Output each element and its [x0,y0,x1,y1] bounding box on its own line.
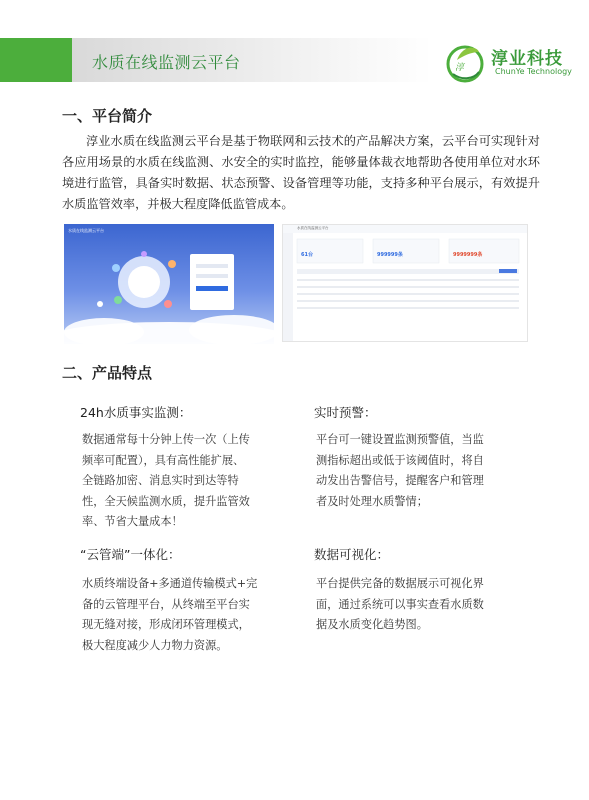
svg-text:淳: 淳 [455,63,465,73]
login-illustration-icon [64,224,274,344]
section-title-intro: 一、平台简介 [62,107,153,125]
feature-body-monitoring [82,430,250,533]
feature-line: 备的云管理平台，从终端至平台实 [82,597,250,611]
feature-title-integration: “云管端”一体化： [80,547,181,562]
logo-brand-name: 淳业科技 [491,49,563,69]
feature-line: 者及时处理水质警情； [316,494,428,508]
feature-line: 极大程度减少人力物力资源。 [82,638,228,652]
section-title-features: 二、产品特点 [62,364,153,382]
intro-paragraph: 淳业水质在线监测云平台是基于物联网和云技术的产品解决方案，云平台可实现针对各应用场景的水质在线监测、水安全的实时监控，能够量体裁衣地帮助各使用单位对水环境进行监管，具备实时数据、状态预警、设备管理等功能，支持多种平台展示，有效提升水质监管效率，并极大程度降低监管成本。 [62,134,540,211]
feature-line: 数据通常每十分钟上传一次（上传 [82,433,250,446]
feature-line: 水质终端设备+多通道传输模式+完 [82,577,258,590]
intro-paragraph-block [62,131,540,215]
feature-line: 动发出告警信号，提醒客户和管理 [316,474,484,487]
feature-body-integration [82,574,257,656]
feature-line: 频率可配置），具有高性能扩展、 [82,453,245,467]
page-header [0,38,589,88]
leaf-logo-icon [443,40,487,84]
feature-line: 率、节省大量成本！ [82,515,183,528]
feature-title-alert: 实时预警： [314,405,377,420]
feature-line: 平台可一键设置监测预警值，当监 [316,433,484,446]
login-app-title: 水质在线监测云平台 [68,228,104,233]
stat-alerts: 9999999条 [453,252,483,258]
dashboard-illustration-icon [283,225,527,341]
feature-line: 性，全天候监测水质，提升监管效 [82,494,250,508]
login-page-screenshot [64,224,274,344]
header-title: 水质在线监测云平台 [92,53,241,72]
feature-line: 测指标超出或低于该阈值时，将自 [316,453,484,467]
dashboard-title: 水质在线监测云平台 [297,226,329,230]
feature-line: 现无缝对接，形成闭环管理模式， [82,618,250,631]
feature-line: 全链路加密、消息实时到达等特 [82,474,239,487]
feature-line: 面，通过系统可以事实查看水质数 [316,597,484,611]
feature-line: 据及水质变化趋势图。 [316,618,428,631]
feature-title-monitoring: 24h水质事实监测： [80,405,192,420]
feature-line: 平台提供完备的数据展示可视化界 [316,577,484,590]
dashboard-screenshot [282,224,528,342]
logo-brand-english: ChunYe Technology [495,67,572,76]
stat-devices: 61台 [301,252,313,258]
feature-body-alert [316,430,484,512]
header-accent-block [0,38,72,82]
feature-body-visualization [316,574,484,636]
stat-records: 999999条 [377,252,403,258]
feature-title-visualization: 数据可视化： [314,547,390,562]
